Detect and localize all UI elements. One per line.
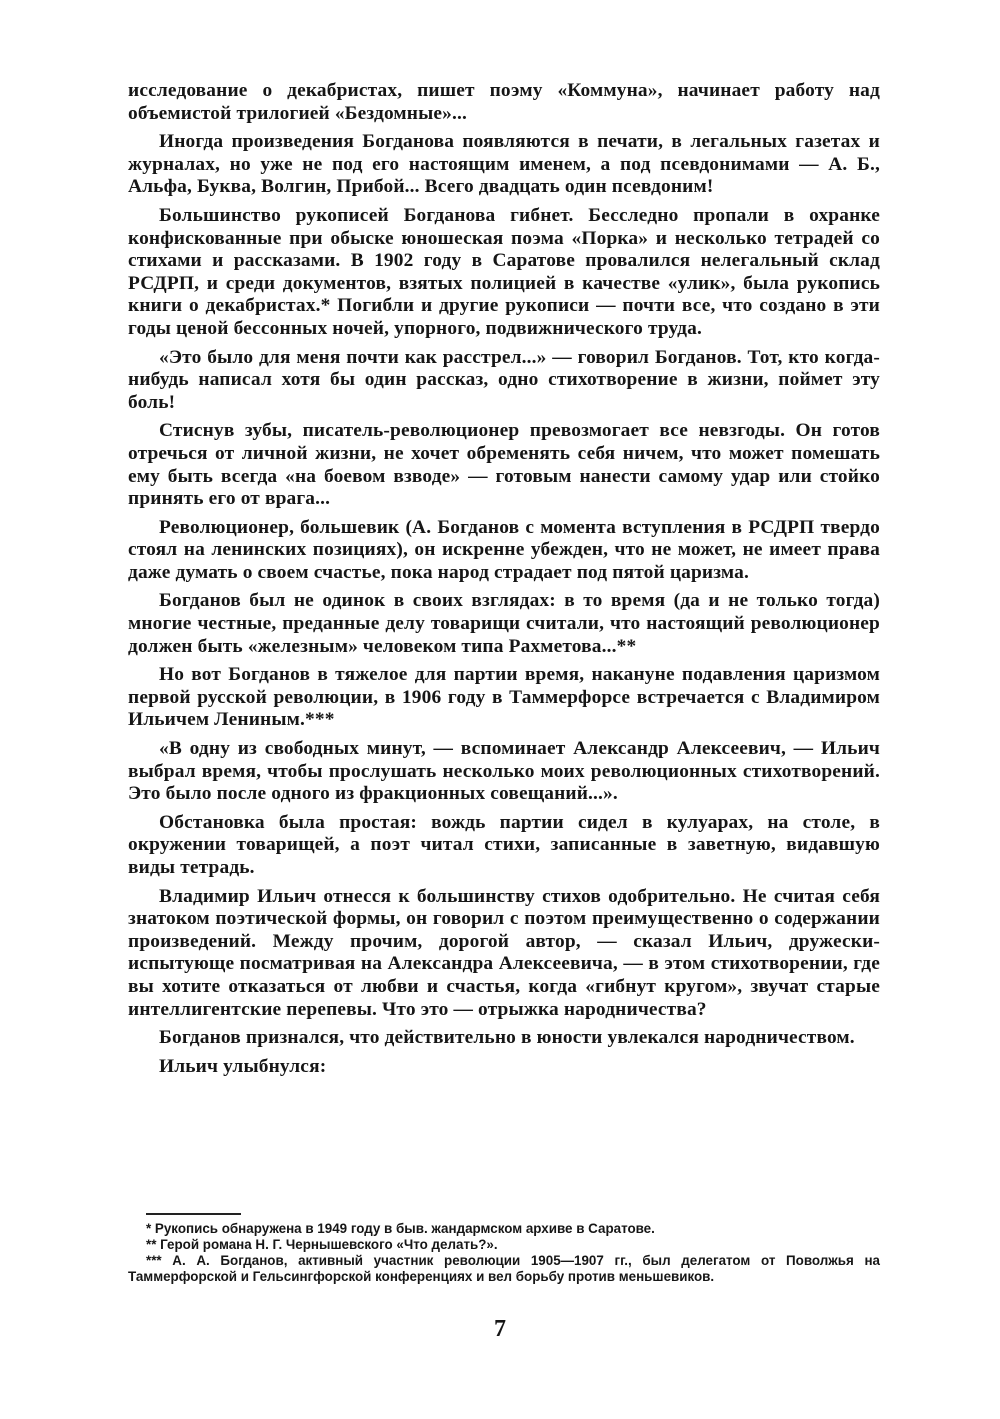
footnote: *** А. А. Богданов, активный участник революции 1905—1907 гг., был делегатом от Поволжья на Таммерфорской и Гельсингфорской конференциях и вел борьбу против меньшевиков. xyxy=(128,1253,880,1284)
paragraph: Обстановка была простая: вождь партии сидел в кулуарах, на столе, в окружении товарищей, а поэт читал стихи, записанные в заветную, видавшую виды тетрадь. xyxy=(128,811,880,878)
paragraph: «Это было для меня почти как расстрел...» — говорил Богданов. Тот, кто когда-нибудь написал хотя бы один рассказ, одно стихотворение в жизни, поймет эту боль! xyxy=(128,346,880,413)
main-text xyxy=(128,80,880,1084)
paragraph: Революционер, большевик (А. Богданов с момента вступления в РСДРП твердо стоял на ленинских позициях), он искренне убежден, что не может, не имеет права даже думать о своем счастье, пока народ страдает под пятой царизма. xyxy=(128,516,880,583)
paragraph: Ильич улыбнулся: xyxy=(159,1055,327,1077)
paragraph: Но вот Богданов в тяжелое для партии время, накануне подавления царизмом первой русской революции, в 1906 году в Таммерфорсе встречается с Владимиром Ильичем Лениным.*** xyxy=(128,664,880,731)
paragraph: Иногда произведения Богданова появляются в печати, в легальных газетах и журналах, но уже не под его настоящим именем, а под псевдонимами — А. Б., Альфа, Буква, Волгин, Прибой... Всего двадцать один псевдоним! xyxy=(128,131,880,198)
footnote-divider xyxy=(146,1213,241,1215)
paragraph: Богданов был не одинок в своих взглядах: в то время (да и не только тогда) многие честные, преданные делу товарищи считали, что настоящий революционер должен быть «железным» человеком типа Рахметова...** xyxy=(128,590,880,657)
footnotes xyxy=(128,1213,880,1285)
paragraph: Богданов признался, что действительно в юности увлекался народничеством. xyxy=(159,1027,855,1049)
paragraph: Стиснув зубы, писатель-революционер превозмогает все невзгоды. Он готов отречься от личной жизни, не хочет обременять себя ничем, что может помешать ему быть всегда «на боевом взводе» — готовым нанести самому удар или стойко принять его от врага... xyxy=(128,420,880,510)
page-number: 7 xyxy=(494,1316,506,1342)
paragraph: Владимир Ильич отнесся к большинству стихов одобрительно. Не считая себя знатоком поэтической формы, он говорил с поэтом преимущественно о содержании произведений. Между прочим, дорогой автор, — сказал Ильич, дружески-испытующе посматривая на Александра Алексеевича, — в этом стихотворении, где вы хотите отказаться от любви и счастья, когда «гибнут кругом», звучат старые интеллигентские перепевы. Что это — отрыжка народничества? xyxy=(128,885,880,1020)
paragraph: Большинство рукописей Богданова гибнет. Бесследно пропали в охранке конфискованные при обыске юношеская поэма «Порка» и несколько тетрадей со стихами и рассказами. В 1902 году в Саратове провалился нелегальный склад РСДРП, и среди документов, взятых полицией в качестве «улик», была рукопись книги о декабристах.* Погибли и другие рукописи — почти все, что создано в эти годы ценой бессонных ночей, упорного, подвижнического труда. xyxy=(128,204,880,339)
paragraph: исследование о декабристах, пишет поэму «Коммуна», начинает работу над объемистой трилогией «Бездомные»... xyxy=(128,80,880,124)
paragraph: «В одну из свободных минут, — вспоминает Александр Алексеевич, — Ильич выбрал время, чтобы прослушать несколько моих революционных стихотворений. Это было после одного из фракционных совещаний...». xyxy=(128,738,880,805)
footnote: ** Герой романа Н. Г. Чернышевского «Что делать?». xyxy=(146,1237,498,1252)
footnote: * Рукопись обнаружена в 1949 году в быв. жандармском архиве в Саратове. xyxy=(146,1221,655,1236)
